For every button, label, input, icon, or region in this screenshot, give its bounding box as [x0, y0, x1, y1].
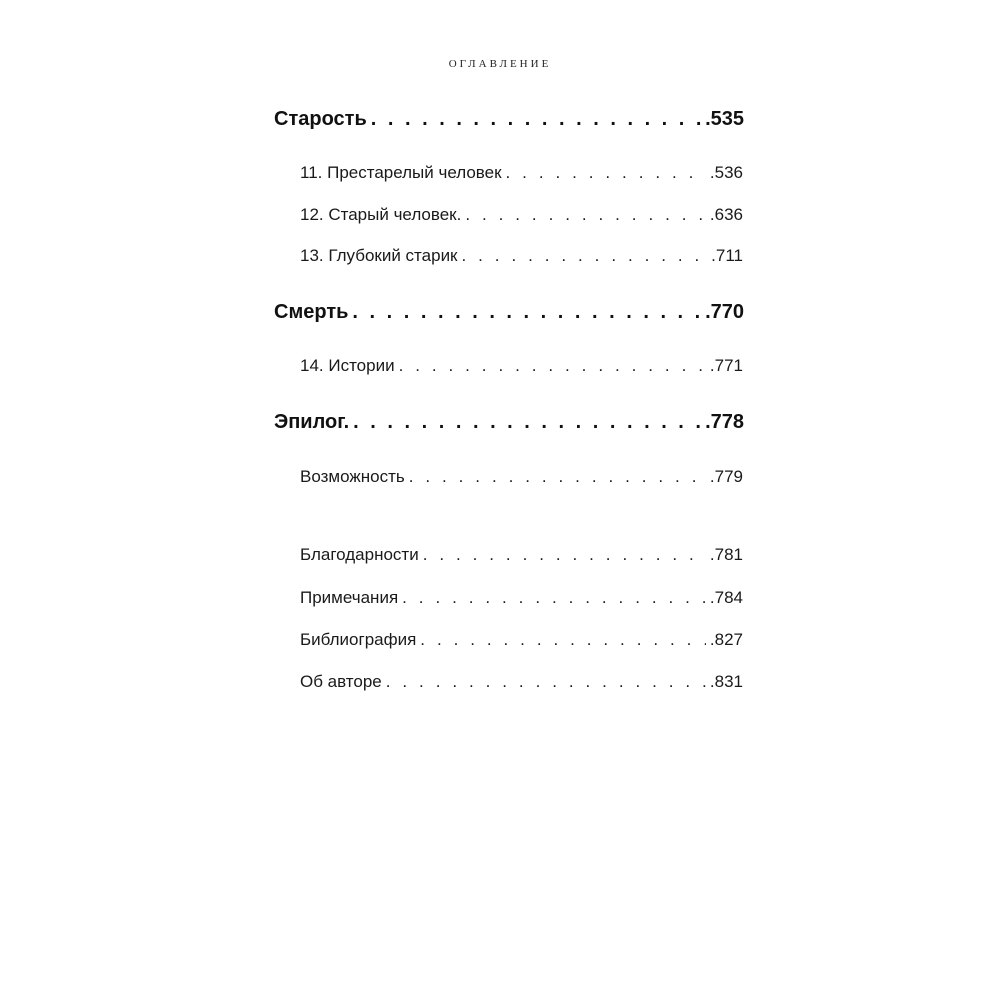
dot-leader [409, 467, 706, 487]
dot-leader [420, 630, 706, 650]
toc-entry-title: Примечания [300, 588, 399, 607]
dot-leader [402, 588, 706, 608]
dot-leader [352, 301, 701, 324]
dot-leader [399, 356, 706, 376]
toc-entry-page: .711 [711, 246, 743, 265]
dot-leader [423, 545, 706, 565]
toc-entry-page: .770 [705, 301, 744, 323]
toc-entry-page: .779 [709, 467, 743, 486]
dot-leader [462, 246, 708, 266]
dot-leader [506, 163, 706, 183]
toc-entry-title: 13. Глубокий старик [300, 246, 458, 265]
toc-entry-page: .535 [705, 108, 744, 130]
toc-entry-page: .831 [709, 672, 743, 691]
toc-chapter-entry [300, 545, 743, 565]
toc-entry-title: Об авторе [300, 672, 382, 691]
toc-chapter-entry [300, 205, 743, 225]
toc-chapter-entry [300, 246, 743, 266]
toc-entry-title: Возможность [300, 467, 405, 486]
toc-chapter-entry [300, 467, 743, 487]
dot-leader [465, 205, 706, 225]
toc-chapter-entry [300, 630, 743, 650]
toc-entry-page: .827 [709, 630, 743, 649]
toc-chapter-entry [300, 588, 743, 608]
dot-leader [386, 672, 706, 692]
toc-entry-title: Смерть [274, 301, 349, 323]
toc-chapter-entry [300, 356, 743, 376]
toc-entry-page: .771 [709, 356, 743, 375]
toc-entry-title: Старость [274, 108, 367, 130]
toc-entry-title: 11. Престарелый человек [300, 163, 502, 182]
dot-leader [371, 108, 701, 131]
toc-entry-page: .536 [709, 163, 743, 182]
toc-entry-page: .784 [709, 588, 743, 607]
toc-part-entry [274, 411, 744, 434]
toc-entry-title: Эпилог. [274, 411, 350, 433]
toc-part-entry [274, 108, 744, 131]
toc-chapter-entry [300, 672, 743, 692]
toc-entry-page: .781 [709, 545, 743, 564]
dot-leader [353, 411, 701, 434]
toc-entry-title: Библиография [300, 630, 417, 649]
page-header: ОГЛАВЛЕНИЕ [448, 58, 552, 70]
toc-entry-title: Благодарности [300, 545, 419, 564]
toc-entry-page: .636 [709, 205, 743, 224]
toc-entry-title: 14. Истории [300, 356, 395, 375]
toc-part-entry [274, 301, 744, 324]
toc-entry-page: .778 [705, 411, 744, 433]
toc-chapter-entry [300, 163, 743, 183]
toc-entry-title: 12. Старый человек. [300, 205, 462, 224]
